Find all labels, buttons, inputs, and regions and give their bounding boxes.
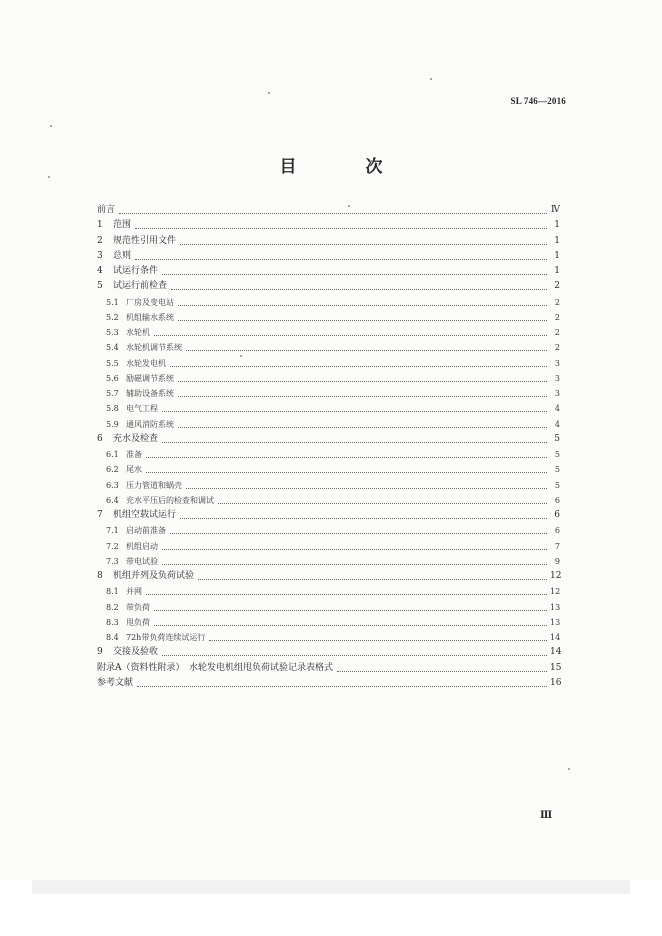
toc-entry-page: 5 bbox=[554, 433, 560, 444]
toc-entry-number: 8 bbox=[97, 571, 103, 581]
toc-entry-number: 6.2 bbox=[106, 465, 119, 475]
toc-entry-page: 3 bbox=[554, 358, 560, 368]
toc-entry-number: 5.3 bbox=[106, 328, 119, 337]
toc-leader-dots bbox=[171, 289, 547, 290]
toc-entry-number: 6.4 bbox=[106, 495, 119, 505]
toc-entry[interactable] bbox=[106, 492, 560, 506]
toc-entry[interactable] bbox=[97, 248, 560, 262]
toc-entry[interactable] bbox=[106, 416, 560, 430]
toc-entry-page: 1 bbox=[554, 235, 560, 246]
toc-entry-page: 16 bbox=[550, 677, 562, 688]
toc-entry-label: 前言 bbox=[97, 205, 116, 215]
toc-entry-label: 并网 bbox=[126, 587, 142, 597]
toc-entry-number: 4 bbox=[97, 266, 103, 276]
toc-entry-number: 8.1 bbox=[106, 587, 119, 597]
toc-leader-dots bbox=[154, 610, 547, 611]
toc-entry-label: 附录A（资料性附录） 水轮发电机组甩负荷试验记录表格式 bbox=[97, 662, 334, 673]
toc-entry[interactable] bbox=[106, 538, 560, 552]
toc-entry-number: 8.4 bbox=[106, 633, 119, 642]
toc-entry-page: 2 bbox=[554, 312, 560, 322]
toc-leader-dots bbox=[119, 213, 547, 214]
toc-entry[interactable] bbox=[106, 339, 560, 353]
toc-entry[interactable] bbox=[106, 294, 560, 308]
toc-entry-label: 甩负荷 bbox=[126, 617, 150, 627]
toc-entry-page: 3 bbox=[554, 389, 560, 398]
toc-entry-number: 5 bbox=[97, 281, 103, 292]
toc-entry-label: 水轮机调节系统 bbox=[126, 343, 182, 353]
scan-speck bbox=[430, 78, 432, 80]
toc-entry-label: 启动前准备 bbox=[126, 526, 166, 536]
toc-leader-dots bbox=[135, 228, 547, 229]
toc-entry[interactable] bbox=[106, 324, 560, 338]
toc-entry-label: 水轮发电机 bbox=[126, 358, 166, 368]
toc-entry[interactable] bbox=[106, 446, 560, 460]
scan-speck bbox=[50, 125, 52, 127]
toc-leader-dots bbox=[162, 564, 547, 565]
toc-entry-number: 6.3 bbox=[106, 480, 119, 490]
toc-entry-page: 2 bbox=[554, 297, 560, 307]
toc-entry-number: 9 bbox=[97, 647, 103, 658]
toc-entry-label: 带电试验 bbox=[126, 556, 158, 566]
toc-leader-dots bbox=[162, 655, 547, 656]
toc-entry-page: 1 bbox=[554, 250, 560, 261]
toc-leader-dots bbox=[180, 518, 547, 519]
toc-entry[interactable] bbox=[97, 431, 560, 445]
toc-entry-number: 8.2 bbox=[106, 602, 119, 612]
toc-leader-dots bbox=[162, 549, 547, 550]
toc-entry-number: 5.8 bbox=[106, 404, 119, 414]
toc-entry-page: 1 bbox=[554, 220, 560, 231]
toc-entry-label: 充水平压后的检查和调试 bbox=[126, 495, 214, 505]
toc-entry-number: 3 bbox=[97, 250, 103, 261]
toc-entry[interactable] bbox=[106, 400, 560, 414]
toc-leader-dots bbox=[146, 594, 547, 595]
toc-entry-number: 5.7 bbox=[106, 389, 119, 398]
toc-entry-label: 水轮机 bbox=[126, 328, 150, 337]
toc-leader-dots bbox=[170, 366, 547, 367]
toc-entry[interactable] bbox=[97, 644, 560, 658]
toc-entry-page: 7 bbox=[554, 541, 560, 551]
page-title: 目 次 bbox=[279, 157, 409, 177]
toc-entry[interactable] bbox=[97, 233, 560, 247]
toc-entry-page: 6 bbox=[554, 510, 560, 520]
toc-entry-page: 3 bbox=[554, 373, 560, 383]
toc-entry-number: 5.5 bbox=[106, 358, 119, 368]
toc-leader-dots bbox=[162, 411, 547, 412]
toc-entry-page: 2 bbox=[554, 343, 560, 353]
toc-entry-page: 9 bbox=[554, 556, 560, 566]
toc-entry[interactable] bbox=[106, 599, 560, 613]
toc-entry[interactable] bbox=[97, 675, 560, 689]
toc-leader-dots bbox=[180, 244, 547, 245]
toc-entry-page: 4 bbox=[554, 404, 560, 414]
toc-entry-label: 机组空载试运行 bbox=[113, 510, 177, 520]
toc-leader-dots bbox=[178, 320, 547, 321]
scan-speck bbox=[48, 176, 50, 178]
toc-leader-dots bbox=[186, 488, 547, 489]
toc-entry-number: 5.2 bbox=[106, 312, 119, 322]
toc-entry-page: 6 bbox=[554, 495, 560, 505]
scan-speck bbox=[268, 92, 270, 94]
toc-entry-page: 4 bbox=[554, 419, 560, 429]
toc-entry-page: 5 bbox=[554, 450, 560, 459]
standard-code: SL 746—2016 bbox=[510, 96, 566, 106]
toc-entry[interactable] bbox=[106, 355, 560, 369]
toc-entry[interactable] bbox=[106, 477, 560, 491]
toc-entry-page: 5 bbox=[554, 465, 560, 475]
toc-entry[interactable] bbox=[97, 202, 560, 216]
toc-entry[interactable] bbox=[97, 278, 560, 292]
toc-entry-page: 6 bbox=[554, 526, 560, 536]
toc-entry-page: 14 bbox=[550, 647, 562, 658]
toc-entry-label: 规范性引用文件 bbox=[113, 235, 177, 246]
toc-leader-dots bbox=[178, 427, 547, 428]
toc-entry-label: 参考文献 bbox=[97, 677, 134, 688]
toc-entry-page: 2 bbox=[554, 281, 560, 292]
toc-leader-dots bbox=[146, 472, 547, 473]
toc-entry-page: 13 bbox=[550, 617, 561, 627]
toc-entry-number: 5.4 bbox=[106, 343, 119, 353]
toc-entry-number: 7 bbox=[97, 510, 103, 520]
toc-entry[interactable] bbox=[106, 461, 560, 475]
toc-entry-page: 5 bbox=[554, 480, 560, 490]
toc-entry-page: Ⅳ bbox=[551, 205, 560, 215]
toc-entry-label: 机组并列及负荷试验 bbox=[113, 571, 195, 581]
toc-entry-page: 1 bbox=[554, 266, 560, 276]
toc-leader-dots bbox=[337, 671, 547, 672]
toc-entry-label: 范围 bbox=[113, 220, 132, 231]
toc-leader-dots bbox=[178, 396, 547, 397]
toc-entry-label: 机组启动 bbox=[126, 541, 158, 551]
toc-leader-dots bbox=[135, 259, 547, 260]
toc-entry-page: 15 bbox=[550, 662, 562, 673]
toc-entry-label: 试运行条件 bbox=[113, 266, 159, 276]
toc-entry-label: 压力管道和蜗壳 bbox=[126, 480, 182, 490]
toc-entry-number: 5.6 bbox=[106, 373, 119, 383]
toc-leader-dots bbox=[154, 335, 547, 336]
toc-leader-dots bbox=[218, 503, 547, 504]
toc-entry[interactable] bbox=[106, 309, 560, 323]
toc-leader-dots bbox=[178, 305, 547, 306]
toc-leader-dots bbox=[209, 640, 547, 641]
toc-entry-number: 8.3 bbox=[106, 617, 119, 627]
toc-entry-number: 2 bbox=[97, 235, 103, 246]
toc-leader-dots bbox=[162, 442, 547, 443]
toc-entry-label: 交接及验收 bbox=[113, 647, 159, 658]
toc-entry-label: 机组输水系统 bbox=[126, 312, 174, 322]
toc-entry-number: 6.1 bbox=[106, 450, 119, 459]
toc-entry-number: 1 bbox=[97, 220, 103, 231]
toc-entry[interactable] bbox=[106, 522, 560, 536]
toc-entry[interactable] bbox=[97, 660, 560, 674]
toc-entry-number: 5.9 bbox=[106, 419, 119, 429]
toc-entry-page: 2 bbox=[554, 328, 560, 337]
toc-entry-page: 12 bbox=[550, 587, 561, 597]
toc-entry[interactable] bbox=[97, 507, 560, 521]
toc-entry-number: 5.1 bbox=[106, 297, 119, 307]
toc-entry-number: 6 bbox=[97, 433, 103, 444]
toc-leader-dots bbox=[198, 579, 547, 580]
toc-entry[interactable] bbox=[106, 553, 560, 567]
toc-entry-number: 7.3 bbox=[106, 556, 119, 566]
toc-entry-label: 72h带负荷连续试运行 bbox=[126, 633, 206, 642]
toc-entry[interactable] bbox=[106, 370, 560, 384]
scan-speck bbox=[348, 205, 350, 207]
toc-entry-page: 13 bbox=[550, 602, 561, 612]
toc-leader-dots bbox=[162, 274, 547, 275]
toc-entry-label: 带负荷 bbox=[126, 602, 150, 612]
toc-leader-dots bbox=[170, 533, 547, 534]
toc-entry-number: 7.1 bbox=[106, 526, 119, 536]
toc-entry-label: 电气工程 bbox=[126, 404, 158, 414]
toc-entry-label: 励磁调节系统 bbox=[126, 373, 174, 383]
toc-entry-label: 总则 bbox=[113, 250, 132, 261]
toc-entry[interactable] bbox=[97, 217, 560, 231]
toc-leader-dots bbox=[146, 457, 547, 458]
page-number: Ⅲ bbox=[540, 810, 553, 821]
toc-leader-dots bbox=[178, 381, 547, 382]
toc-entry-label: 通风消防系统 bbox=[126, 419, 174, 429]
scan-speck bbox=[568, 768, 570, 770]
toc-leader-dots bbox=[154, 625, 547, 626]
toc-leader-dots bbox=[137, 686, 547, 687]
toc-entry-label: 尾水 bbox=[126, 465, 142, 475]
toc-entry-page: 12 bbox=[550, 571, 562, 581]
toc-leader-dots bbox=[186, 350, 547, 351]
scan-speck bbox=[240, 355, 242, 357]
toc-entry[interactable] bbox=[97, 568, 560, 582]
toc-entry-label: 辅助设备系统 bbox=[126, 389, 174, 398]
toc-entry-label: 厂房及变电站 bbox=[126, 297, 174, 307]
toc-entry[interactable] bbox=[106, 583, 560, 597]
toc-entry-number: 7.2 bbox=[106, 541, 119, 551]
toc-entry[interactable] bbox=[106, 629, 560, 643]
toc-entry-label: 试运行前检查 bbox=[113, 281, 168, 292]
toc-entry[interactable] bbox=[106, 614, 560, 628]
toc-entry-label: 准备 bbox=[126, 450, 142, 459]
toc-entry[interactable] bbox=[106, 385, 560, 399]
scan-shadow bbox=[32, 880, 630, 894]
toc-entry-label: 充水及检查 bbox=[113, 433, 159, 444]
toc-entry-page: 14 bbox=[550, 633, 561, 642]
toc-entry[interactable] bbox=[97, 263, 560, 277]
